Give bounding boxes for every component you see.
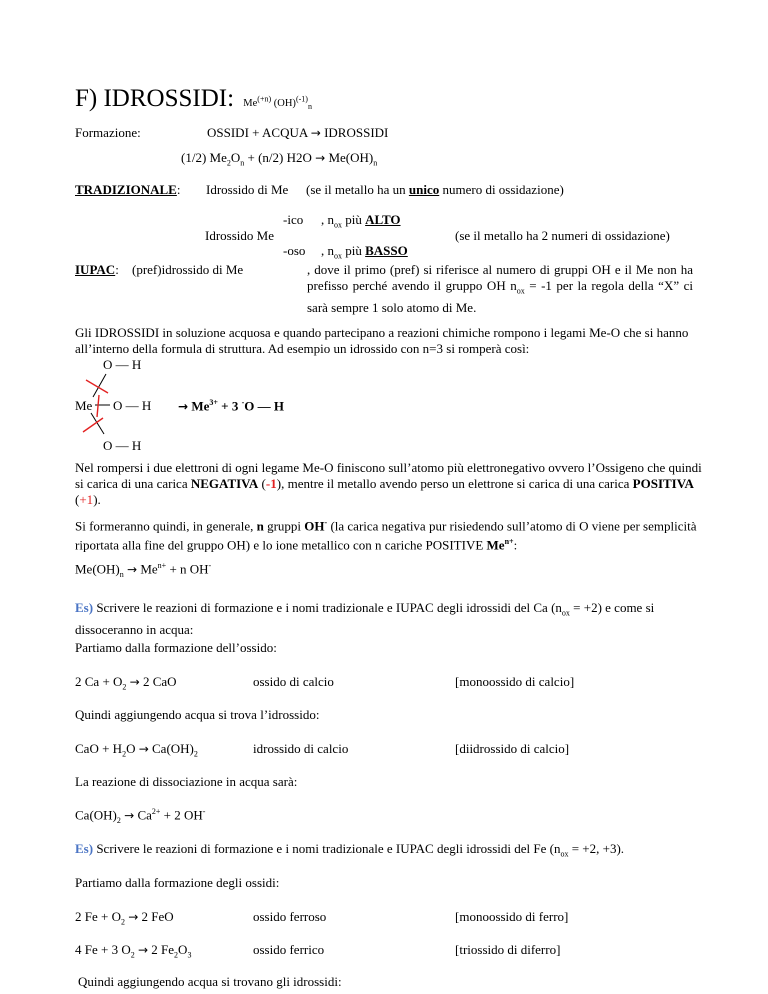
example-2-iupac-fe2o3: [triossido di diferro]: [455, 942, 561, 957]
paragraph-gruppi: Si formeranno quindi, in generale, n gruppi OH- (la carica negativa pur risiedendo sull’atomo di O viene per semplicità riportata alla fine del gruppo OH) e lo ione metallico con n cariche POSITIVE $Me^{n+}$:: [75, 518, 697, 553]
formazione-rule: OSSIDI + ACQUA → IDROSSIDI: [207, 125, 389, 140]
cut-mark-bottom: [83, 418, 103, 432]
structure-o-bottom: O — H: [103, 438, 142, 453]
tradizionale-note-2: (se il metallo ha 2 numeri di ossidazione): [455, 228, 670, 243]
iupac-name: (pref)idrossido di Me: [132, 262, 244, 277]
example-2-prompt: Es) Scrivere le reazioni di formazione e i nomi tradizionale e IUPAC degli idrossidi del Fe ($n_{ox} = +2$, +3).: [75, 841, 625, 859]
formazione-label: Formazione:: [75, 125, 141, 140]
example-1-reaction-oxide: 2 $Ca + O_2 \to 2$ CaO: [75, 674, 177, 692]
cut-mark-mid: [97, 395, 99, 417]
tradizionale-name-2: Idrossido Me: [205, 228, 274, 243]
example-1-prompt: Es) Scrivere le reazioni di formazione e i nomi tradizionale e IUPAC degli idrossidi del Ca $(n_{ox} = +2)$ e come si dissoceranno in acqua:: [75, 600, 655, 637]
example-1-name-oxide: ossido di calcio: [253, 674, 334, 689]
iupac-label: IUPAC:: [75, 262, 119, 277]
dissociation-general: $Me(OH)_n \to Me^{n+} + n$ OH-: [75, 561, 212, 579]
cut-mark-top: [86, 380, 108, 393]
example-2-name-feo: ossido ferroso: [253, 909, 327, 924]
example-1-name-hydroxide: idrossido di calcio: [253, 741, 349, 756]
example-2-intro-hydroxides: Quindi aggiungendo acqua si trovano gli idrossidi:: [78, 974, 342, 989]
example-1-intro-dissociation: La reazione di dissociazione in acqua sarà:: [75, 774, 298, 789]
formazione-equation: (1/2) $Me_2O_n + (n/2) H2O \to Me(OH)_n$: [181, 150, 378, 168]
suffix-ico: -ico: [283, 212, 304, 227]
structure-o-mid: O — H: [113, 398, 152, 413]
example-2-intro-oxides: Partiamo dalla formazione degli ossidi:: [75, 875, 280, 890]
paragraph-cariche: Nel rompersi i due elettroni di ogni legame Me-O finiscono sull’atomo più elettronegativo ovvero l’Ossigeno che quindi si carica di una carica NEGATIVA (-1), mentre il metallo avendo perso un elettrone si carica di una carica POSITIVA (+1).: [75, 460, 702, 507]
example-2-iupac-feo: [monoossido di ferro]: [455, 909, 569, 924]
example-2-reaction-feo: 2 $Fe + O_2 \to 2$ FeO: [75, 909, 174, 927]
tradizionale-name-1: Idrossido di Me: [206, 182, 289, 197]
iupac-description: , dove il primo (pref) si riferisce al numero di gruppi OH e il Me non ha prefisso perché avendo il gruppo OH $n_{ox} = -1$ per la regola della “X” ci sarà sempre 1 solo atomo di Me.: [307, 262, 694, 315]
paragraph-rottura: Gli IDROSSIDI in soluzione acquosa e quando partecipano a reazioni chimiche rompono i legami Me-O che si hanno all’interno della formula di struttura. Ad esempio un idrossido con n=3 si romperà così:: [75, 325, 689, 356]
example-1-dissociation: $Ca(OH)_2 \to Ca^{2+} + 2$ OH-: [75, 807, 206, 825]
suffix-oso: -oso: [283, 243, 306, 258]
page-title: F) IDROSSIDI: $Me^{(+n)}$ (OH)$^{(-1)}_n$: [75, 85, 312, 112]
example-1-iupac-oxide: [monoossido di calcio]: [455, 674, 575, 689]
tradizionale-label: TRADIZIONALE:: [75, 182, 181, 197]
tradizionale-note-1: (se il metallo ha un unico numero di ossidazione): [306, 182, 564, 197]
example-2-reaction-fe2o3: 4 Fe + 3 $O_2 \to 2$ $Fe_2O_3$: [75, 942, 192, 960]
structure-o-top: O — H: [103, 357, 142, 372]
nox-basso: , $n_{ox}$ più BASSO: [321, 243, 408, 261]
example-1-intro-oxide: Partiamo dalla formazione dell’ossido:: [75, 640, 277, 655]
structure-products: → $Me^{3+} + 3$ -O — H: [178, 398, 285, 414]
example-1-iupac-hydroxide: [diidrossido di calcio]: [455, 741, 570, 756]
example-1-reaction-hydroxide: CaO + $H_2O \to Ca(OH)_2$: [75, 741, 198, 759]
structure-me: Me: [75, 398, 93, 413]
example-1-intro-hydroxide: Quindi aggiungendo acqua si trova l’idrossido:: [75, 707, 320, 722]
example-2-name-fe2o3: ossido ferrico: [253, 942, 325, 957]
nox-alto: , $n_{ox}$ più ALTO: [321, 212, 401, 230]
